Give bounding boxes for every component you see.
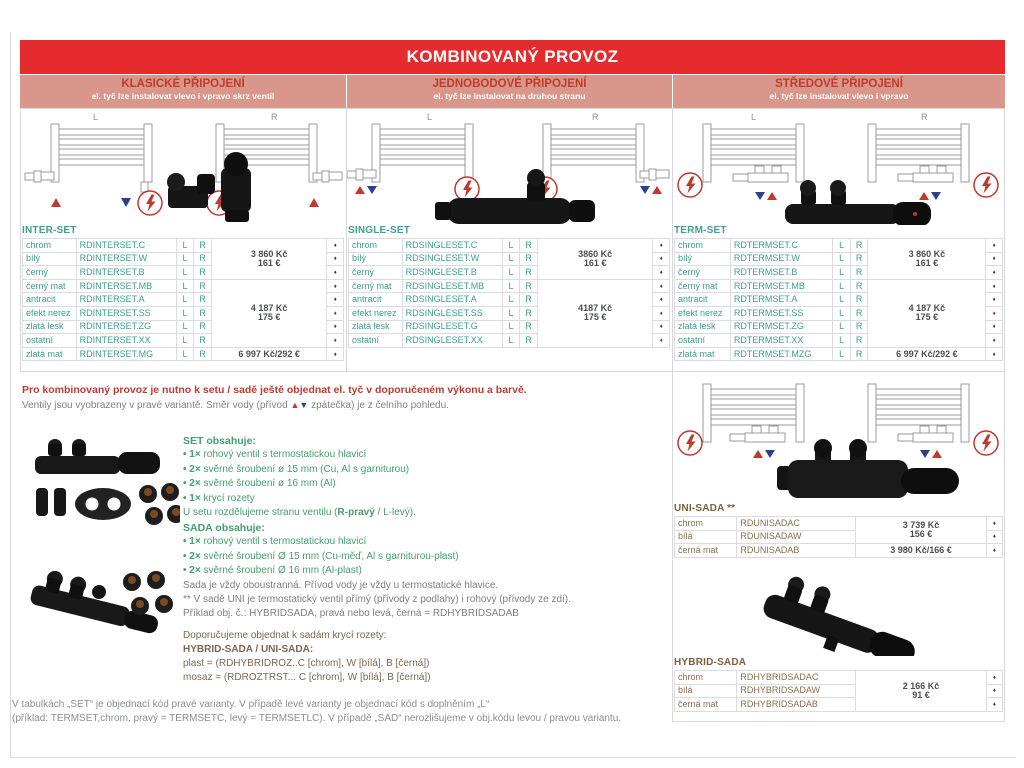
diagram-stredove bbox=[673, 110, 1004, 225]
svg-text:R: R bbox=[271, 112, 278, 122]
availability-cell bbox=[986, 279, 1003, 293]
left-variant-cell: L bbox=[176, 279, 194, 293]
availability-cell bbox=[653, 252, 670, 266]
page-edge bbox=[10, 757, 1016, 758]
availability-cell bbox=[986, 252, 1003, 266]
interset-table bbox=[22, 238, 344, 361]
column-title: STŘEDOVÉ PŘIPOJENÍ bbox=[775, 78, 903, 90]
order-code-cell: RDINTERSET.XX bbox=[76, 334, 176, 348]
table-title-interset: INTER-SET bbox=[22, 225, 77, 236]
electric-rod-icon bbox=[678, 431, 702, 455]
list-item: • 1× krycí rozety bbox=[183, 492, 673, 506]
availability-dot: ♦ bbox=[659, 310, 663, 317]
order-code-cell: RDUNISADAC bbox=[737, 517, 856, 531]
right-variant-cell: R bbox=[520, 279, 538, 293]
left-variant-cell: L bbox=[833, 279, 851, 293]
table-row bbox=[23, 347, 344, 361]
availability-dot: ♦ bbox=[992, 688, 996, 695]
right-variant-cell: R bbox=[520, 252, 538, 266]
column-header-klasicke bbox=[20, 75, 346, 108]
availability-dot: ♦ bbox=[659, 324, 663, 331]
order-code-cell: RDSINGLESET.A bbox=[402, 293, 502, 307]
table-row bbox=[675, 239, 1003, 253]
price-cell: 4187 Kč 175 € bbox=[537, 279, 653, 347]
right-variant-cell: R bbox=[520, 239, 538, 253]
price-cell: 3 739 Kč 156 € bbox=[856, 517, 987, 544]
color-cell: černý mat bbox=[349, 279, 403, 293]
availability-cell bbox=[986, 320, 1003, 334]
right-variant-cell: R bbox=[520, 293, 538, 307]
flow-arrow-up-icon: ▲ bbox=[290, 400, 300, 410]
availability-cell bbox=[653, 334, 670, 348]
availability-cell bbox=[653, 279, 670, 293]
page-edge bbox=[10, 32, 11, 758]
diagram-unisada bbox=[673, 374, 1004, 502]
availability-dot: ♦ bbox=[659, 269, 663, 276]
availability-dot: ♦ bbox=[333, 269, 337, 276]
order-code-cell: RDINTERSET.SS bbox=[76, 306, 176, 320]
availability-dot: ♦ bbox=[992, 547, 996, 554]
left-variant-cell: L bbox=[502, 293, 520, 307]
availability-cell bbox=[986, 266, 1003, 280]
order-code-cell: RDTERMSET.XX bbox=[730, 334, 832, 348]
color-cell: efekt nerez bbox=[349, 306, 403, 320]
left-variant-cell: L bbox=[176, 266, 194, 280]
order-code-cell: RDSINGLESET.B bbox=[402, 266, 502, 280]
color-cell: černý mat bbox=[23, 279, 77, 293]
list-item: • 1× rohový ventil s termostatickou hlavicí bbox=[183, 448, 673, 462]
price-cell: 6 997 Kč/292 € bbox=[868, 347, 986, 361]
list-item: • 2× svěrné šroubení ø 16 mm (Al) bbox=[183, 477, 673, 491]
availability-cell bbox=[327, 334, 344, 348]
list-item: • 1× rohový ventil s termostatickou hlavicí bbox=[183, 535, 673, 549]
color-cell: antracit bbox=[349, 293, 403, 307]
table-row bbox=[349, 239, 670, 253]
column-subtitle: el. tyč lze instalovat na druhou stranu bbox=[433, 91, 586, 101]
singleset-table bbox=[348, 238, 670, 348]
availability-cell bbox=[327, 306, 344, 320]
left-variant-cell: L bbox=[502, 306, 520, 320]
order-code-cell: RDINTERSET.MB bbox=[76, 279, 176, 293]
table-row bbox=[675, 671, 1003, 685]
availability-dot: ♦ bbox=[992, 674, 996, 681]
color-cell: bílý bbox=[349, 252, 403, 266]
left-variant-cell: L bbox=[176, 306, 194, 320]
order-code-cell: RDTERMSET.C bbox=[730, 239, 832, 253]
flow-arrow-down bbox=[920, 450, 930, 458]
order-code-cell: RDSINGLESET.W bbox=[402, 252, 502, 266]
color-cell: bílá bbox=[675, 684, 737, 698]
electric-rod-icon bbox=[974, 431, 998, 455]
order-code-cell: RDSINGLESET.SS bbox=[402, 306, 502, 320]
color-cell: efekt nerez bbox=[675, 306, 731, 320]
flow-arrow-up bbox=[652, 186, 662, 194]
svg-text:R: R bbox=[921, 112, 928, 122]
color-cell: chrom bbox=[675, 239, 731, 253]
table-row bbox=[23, 239, 344, 253]
flow-arrow-up bbox=[919, 192, 929, 200]
right-variant-cell: R bbox=[850, 279, 868, 293]
flow-arrow-down bbox=[367, 186, 377, 194]
availability-cell bbox=[653, 266, 670, 280]
order-code-cell: RDTERMSET.SS bbox=[730, 306, 832, 320]
availability-cell bbox=[986, 544, 1002, 558]
column-subtitle: el. tyč lze instalovat vlevo i vpravo skrz ventil bbox=[91, 91, 275, 101]
availability-cell bbox=[327, 239, 344, 253]
right-variant-cell: R bbox=[850, 320, 868, 334]
intro-bold-line: Pro kombinovaný provoz je nutno k setu / sadě ještě objednat el. tyč v doporučeném výkonu a barvě. bbox=[22, 384, 527, 396]
order-code-cell: RDTERMSET.W bbox=[730, 252, 832, 266]
right-variant-cell: R bbox=[194, 239, 212, 253]
color-cell: ostatní bbox=[23, 334, 77, 348]
intro-gray-line: Ventily jsou vyobrazeny v pravé variantě. Směr vody (přívod ▲▼ zpátečka) je z čelního pohledu. bbox=[22, 400, 449, 411]
right-variant-cell: R bbox=[520, 306, 538, 320]
left-variant-cell: L bbox=[833, 306, 851, 320]
table-row bbox=[675, 517, 1003, 531]
color-cell: chrom bbox=[675, 517, 737, 531]
table-title-termset: TERM-SET bbox=[674, 225, 727, 236]
availability-dot: ♦ bbox=[659, 337, 663, 344]
flow-arrow-up bbox=[51, 198, 61, 207]
left-variant-cell: L bbox=[176, 293, 194, 307]
availability-cell bbox=[986, 306, 1003, 320]
right-variant-cell: R bbox=[194, 347, 212, 361]
availability-dot: ♦ bbox=[992, 310, 996, 317]
availability-dot: ♦ bbox=[992, 534, 996, 541]
price-cell: 3860 Kč 161 € bbox=[537, 239, 653, 280]
flow-arrow-up bbox=[355, 186, 365, 194]
order-code-cell: RDSINGLESET.MB bbox=[402, 279, 502, 293]
availability-cell bbox=[986, 239, 1003, 253]
left-variant-cell: L bbox=[502, 252, 520, 266]
electric-rod-icon bbox=[138, 191, 162, 215]
flow-arrow-down bbox=[765, 450, 775, 458]
order-code-cell: RDUNISADAB bbox=[737, 544, 856, 558]
order-code-cell: RDSINGLESET.XX bbox=[402, 334, 502, 348]
product-photo-set-kit bbox=[20, 438, 180, 538]
availability-dot: ♦ bbox=[992, 701, 996, 708]
page-title: KOMBINOVANÝ PROVOZ bbox=[20, 40, 1005, 74]
flow-arrow-down bbox=[640, 186, 650, 194]
color-cell: černý bbox=[675, 266, 731, 280]
left-variant-cell: L bbox=[502, 334, 520, 348]
flow-arrow-down bbox=[931, 192, 941, 200]
availability-dot: ♦ bbox=[333, 337, 337, 344]
order-code-cell: RDTERMSET.A bbox=[730, 293, 832, 307]
availability-cell bbox=[986, 293, 1003, 307]
availability-dot: ♦ bbox=[659, 242, 663, 249]
availability-dot: ♦ bbox=[992, 283, 996, 290]
color-cell: bílý bbox=[23, 252, 77, 266]
order-code-cell: RDINTERSET.B bbox=[76, 266, 176, 280]
order-code-cell: RDINTERSET.MG bbox=[76, 347, 176, 361]
product-photo-interset bbox=[167, 152, 251, 222]
text-line: Sada je vždy oboustranná. Přívod vody je vždy u termostatické hlavice. bbox=[183, 579, 499, 591]
rozety-heading: HYBRID-SADA / UNI-SADA: bbox=[183, 644, 314, 655]
availability-cell bbox=[327, 266, 344, 280]
price-cell: 2 166 Kč 91 € bbox=[856, 671, 987, 712]
flow-arrow-down bbox=[755, 192, 765, 200]
order-code-cell: RDHYBRIDSADAC bbox=[737, 671, 856, 685]
column-header-stredove bbox=[673, 75, 1005, 108]
flow-arrow-up bbox=[932, 450, 942, 458]
table-row bbox=[675, 544, 1003, 558]
color-cell: černý bbox=[349, 266, 403, 280]
color-cell: efekt nerez bbox=[23, 306, 77, 320]
left-variant-cell: L bbox=[502, 266, 520, 280]
availability-cell bbox=[327, 347, 344, 361]
color-cell: černá mat bbox=[675, 698, 737, 712]
product-photo-termset bbox=[785, 180, 931, 225]
left-variant-cell: L bbox=[833, 239, 851, 253]
right-variant-cell: R bbox=[194, 266, 212, 280]
diagram-jednobodove bbox=[347, 110, 671, 225]
availability-cell bbox=[986, 671, 1002, 685]
color-cell: antracit bbox=[23, 293, 77, 307]
color-cell: ostatní bbox=[349, 334, 403, 348]
fitting-nuts bbox=[123, 571, 173, 615]
left-variant-cell: L bbox=[833, 293, 851, 307]
availability-dot: ♦ bbox=[992, 324, 996, 331]
svg-text:L: L bbox=[427, 112, 433, 122]
table-title-singleset: SINGLE-SET bbox=[348, 225, 411, 236]
rozety-codes bbox=[183, 657, 673, 685]
color-cell: černý mat bbox=[675, 279, 731, 293]
right-variant-cell: R bbox=[194, 306, 212, 320]
column-title: KLASICKÉ PŘIPOJENÍ bbox=[121, 78, 245, 90]
left-variant-cell: L bbox=[176, 239, 194, 253]
order-code-cell: RDHYBRIDSADAW bbox=[737, 684, 856, 698]
availability-dot: ♦ bbox=[992, 256, 996, 263]
table-row bbox=[675, 347, 1003, 361]
list-item: • 2× svěrné šroubení Ø 16 mm (Al-plast) bbox=[183, 564, 673, 578]
order-code-cell: RDTERMSET.ZG bbox=[730, 320, 832, 334]
svg-text:L: L bbox=[93, 112, 99, 122]
table-row bbox=[349, 279, 670, 293]
product-photo-unisada bbox=[777, 439, 959, 498]
availability-dot: ♦ bbox=[333, 256, 337, 263]
right-variant-cell: R bbox=[520, 320, 538, 334]
order-code-cell: RDSINGLESET.G bbox=[402, 320, 502, 334]
order-code-cell: RDSINGLESET.C bbox=[402, 239, 502, 253]
color-cell: zlatá lesk bbox=[349, 320, 403, 334]
footer-line1: V tabulkách „SET“ je objednací kód pravé varianty. V případě levé varianty je objednací kód s doplněním „L“ bbox=[12, 699, 490, 710]
price-cell: 4 187 Kč 175 € bbox=[868, 279, 986, 347]
table-row bbox=[675, 279, 1003, 293]
left-variant-cell: L bbox=[176, 320, 194, 334]
unisada-table-block bbox=[674, 503, 1003, 558]
color-cell: zlatá lesk bbox=[23, 320, 77, 334]
right-variant-cell: R bbox=[194, 334, 212, 348]
singleset-table-block bbox=[348, 225, 670, 348]
rozety-line1: Doporučujeme objednat k sadám krycí rozety: bbox=[183, 630, 387, 641]
order-code-cell: RDUNISADAW bbox=[737, 530, 856, 544]
right-variant-cell: R bbox=[850, 293, 868, 307]
flow-arrow-up bbox=[753, 450, 763, 458]
availability-cell bbox=[986, 347, 1003, 361]
availability-cell bbox=[327, 252, 344, 266]
availability-cell bbox=[653, 239, 670, 253]
right-variant-cell: R bbox=[850, 239, 868, 253]
color-cell: ostatní bbox=[675, 334, 731, 348]
availability-dot: ♦ bbox=[992, 520, 996, 527]
left-variant-cell: L bbox=[833, 252, 851, 266]
footer-line2: (příklad: TERMSET,chrom, pravý = TERMSETC, levý = TERMSETLC). V případě „SAD“ nerozlišujeme v obj.kódu levou / pravou variantu. bbox=[12, 712, 622, 724]
availability-dot: ♦ bbox=[333, 242, 337, 249]
left-variant-cell: L bbox=[502, 279, 520, 293]
text-line: ** V sadě UNI je termostatický ventil přímý (přívody z podlahy) i rohový (přívody ze zdí). bbox=[183, 594, 571, 606]
price-cell: 3 980 Kč/166 € bbox=[856, 544, 987, 558]
termset-table-block bbox=[674, 225, 1003, 361]
color-cell: antracit bbox=[675, 293, 731, 307]
availability-dot: ♦ bbox=[333, 351, 337, 358]
footer-note bbox=[12, 698, 1012, 725]
left-variant-cell: L bbox=[502, 239, 520, 253]
availability-cell bbox=[986, 530, 1002, 544]
sada-notes bbox=[183, 579, 673, 622]
price-cell: 6 997 Kč/292 € bbox=[211, 347, 327, 361]
svg-text:R: R bbox=[592, 112, 599, 122]
left-variant-cell: L bbox=[502, 320, 520, 334]
availability-dot: ♦ bbox=[659, 297, 663, 304]
text-line: mosaz = (RDROZTRST... C [chrom], W [bílá], B [černá]) bbox=[183, 672, 431, 683]
color-cell: chrom bbox=[675, 671, 737, 685]
set-heading: SET obsahuje: bbox=[183, 435, 256, 447]
order-code-cell: RDINTERSET.W bbox=[76, 252, 176, 266]
right-variant-cell: R bbox=[520, 266, 538, 280]
right-variant-cell: R bbox=[850, 347, 868, 361]
left-variant-cell: L bbox=[833, 266, 851, 280]
panel-divider bbox=[672, 371, 1005, 372]
right-variant-cell: R bbox=[850, 266, 868, 280]
color-cell: bílý bbox=[675, 252, 731, 266]
right-variant-cell: R bbox=[194, 252, 212, 266]
availability-cell bbox=[653, 293, 670, 307]
sada-heading: SADA obsahuje: bbox=[183, 522, 265, 534]
color-cell: bílá bbox=[675, 530, 737, 544]
right-variant-cell: R bbox=[194, 279, 212, 293]
text-line: Příklad obj. č.: HYBRIDSADA, pravá nebo levá, černá = RDHYBRIDSADAB bbox=[183, 608, 519, 620]
color-cell: černý bbox=[23, 266, 77, 280]
left-variant-cell: L bbox=[833, 320, 851, 334]
order-code-cell: RDINTERSET.A bbox=[76, 293, 176, 307]
left-variant-cell: L bbox=[833, 334, 851, 348]
left-variant-cell: L bbox=[176, 334, 194, 348]
availability-dot: ♦ bbox=[333, 310, 337, 317]
table-title-unisada: UNI-SADA ** bbox=[674, 503, 736, 514]
column-title: JEDNOBODOVÉ PŘIPOJENÍ bbox=[432, 78, 587, 90]
availability-cell bbox=[327, 320, 344, 334]
availability-dot: ♦ bbox=[992, 351, 996, 358]
color-cell: černá mat bbox=[675, 544, 737, 558]
product-photo-sada-kit bbox=[20, 550, 180, 645]
availability-cell bbox=[986, 517, 1002, 531]
unisada-table bbox=[674, 516, 1003, 558]
svg-text:L: L bbox=[751, 112, 757, 122]
price-cell: 4 187 Kč 175 € bbox=[211, 279, 327, 347]
order-code-cell: RDTERMSET.MB bbox=[730, 279, 832, 293]
availability-dot: ♦ bbox=[659, 256, 663, 263]
availability-dot: ♦ bbox=[992, 242, 996, 249]
column-header-jednobodove bbox=[347, 75, 672, 108]
list-item: • 2× svěrné šroubení Ø 15 mm (Cu-měď, Al s garniturou-plast) bbox=[183, 550, 673, 564]
column-subtitle: el. tyč lze instalovat vlevo i vpravo bbox=[769, 91, 909, 101]
electric-rod-icon bbox=[678, 173, 702, 197]
availability-dot: ♦ bbox=[992, 269, 996, 276]
left-variant-cell: L bbox=[176, 347, 194, 361]
availability-cell bbox=[986, 334, 1003, 348]
sada-section bbox=[183, 521, 673, 622]
electric-rod-icon bbox=[974, 173, 998, 197]
order-code-cell: RDTERMSET.B bbox=[730, 266, 832, 280]
availability-dot: ♦ bbox=[992, 297, 996, 304]
set-items bbox=[183, 448, 673, 506]
price-cell: 3 860 Kč 161 € bbox=[868, 239, 986, 280]
intro-note bbox=[22, 384, 667, 411]
right-variant-cell: R bbox=[850, 334, 868, 348]
list-item: • 2× svěrné šroubení ø 15 mm (Cu, Al s garniturou) bbox=[183, 463, 673, 477]
diagram-klasicke bbox=[21, 110, 345, 225]
set-section bbox=[183, 434, 673, 520]
flow-arrow-up bbox=[309, 198, 319, 207]
right-variant-cell: R bbox=[850, 252, 868, 266]
order-code-cell: RDHYBRIDSADAB bbox=[737, 698, 856, 712]
left-variant-cell: L bbox=[833, 347, 851, 361]
color-cell: zlatá mat bbox=[675, 347, 731, 361]
price-cell: 3 860 Kč 161 € bbox=[211, 239, 327, 280]
set-footer: U setu rozdělujeme stranu ventilu (R-pravý / L-levý). bbox=[183, 507, 416, 519]
right-variant-cell: R bbox=[194, 320, 212, 334]
availability-dot: ♦ bbox=[333, 283, 337, 290]
availability-dot: ♦ bbox=[333, 297, 337, 304]
table-row bbox=[23, 279, 344, 293]
color-cell: zlatá mat bbox=[23, 347, 77, 361]
electric-rod-icon bbox=[455, 177, 479, 201]
left-variant-cell: L bbox=[176, 252, 194, 266]
interset-table-block bbox=[22, 225, 344, 361]
availability-cell bbox=[327, 293, 344, 307]
right-variant-cell: R bbox=[520, 334, 538, 348]
order-code-cell: RDINTERSET.C bbox=[76, 239, 176, 253]
availability-dot: ♦ bbox=[992, 337, 996, 344]
availability-cell bbox=[653, 306, 670, 320]
table-title-hybridsada: HYBRID-SADA bbox=[674, 657, 747, 668]
order-code-cell: RDINTERSET.ZG bbox=[76, 320, 176, 334]
flow-arrow-up bbox=[767, 192, 777, 200]
right-variant-cell: R bbox=[194, 293, 212, 307]
availability-cell bbox=[653, 320, 670, 334]
availability-dot: ♦ bbox=[333, 324, 337, 331]
text-line: plast = (RDHYBRIDROZ..C [chrom], W [bílá], B [černá]) bbox=[183, 658, 430, 669]
availability-dot: ♦ bbox=[659, 283, 663, 290]
termset-table bbox=[674, 238, 1003, 361]
availability-cell bbox=[986, 684, 1002, 698]
flow-arrow-down bbox=[121, 198, 131, 207]
fitting-nuts bbox=[139, 483, 180, 525]
color-cell: chrom bbox=[23, 239, 77, 253]
product-photo-hybridsada bbox=[673, 566, 1004, 656]
order-code-cell: RDTERMSET.MZG bbox=[730, 347, 832, 361]
color-cell: chrom bbox=[349, 239, 403, 253]
availability-cell bbox=[327, 279, 344, 293]
flow-arrow-down-icon: ▼ bbox=[299, 400, 309, 410]
sada-items bbox=[183, 535, 673, 578]
color-cell: zlatá lesk bbox=[675, 320, 731, 334]
right-variant-cell: R bbox=[850, 306, 868, 320]
rozety-section bbox=[183, 629, 673, 685]
